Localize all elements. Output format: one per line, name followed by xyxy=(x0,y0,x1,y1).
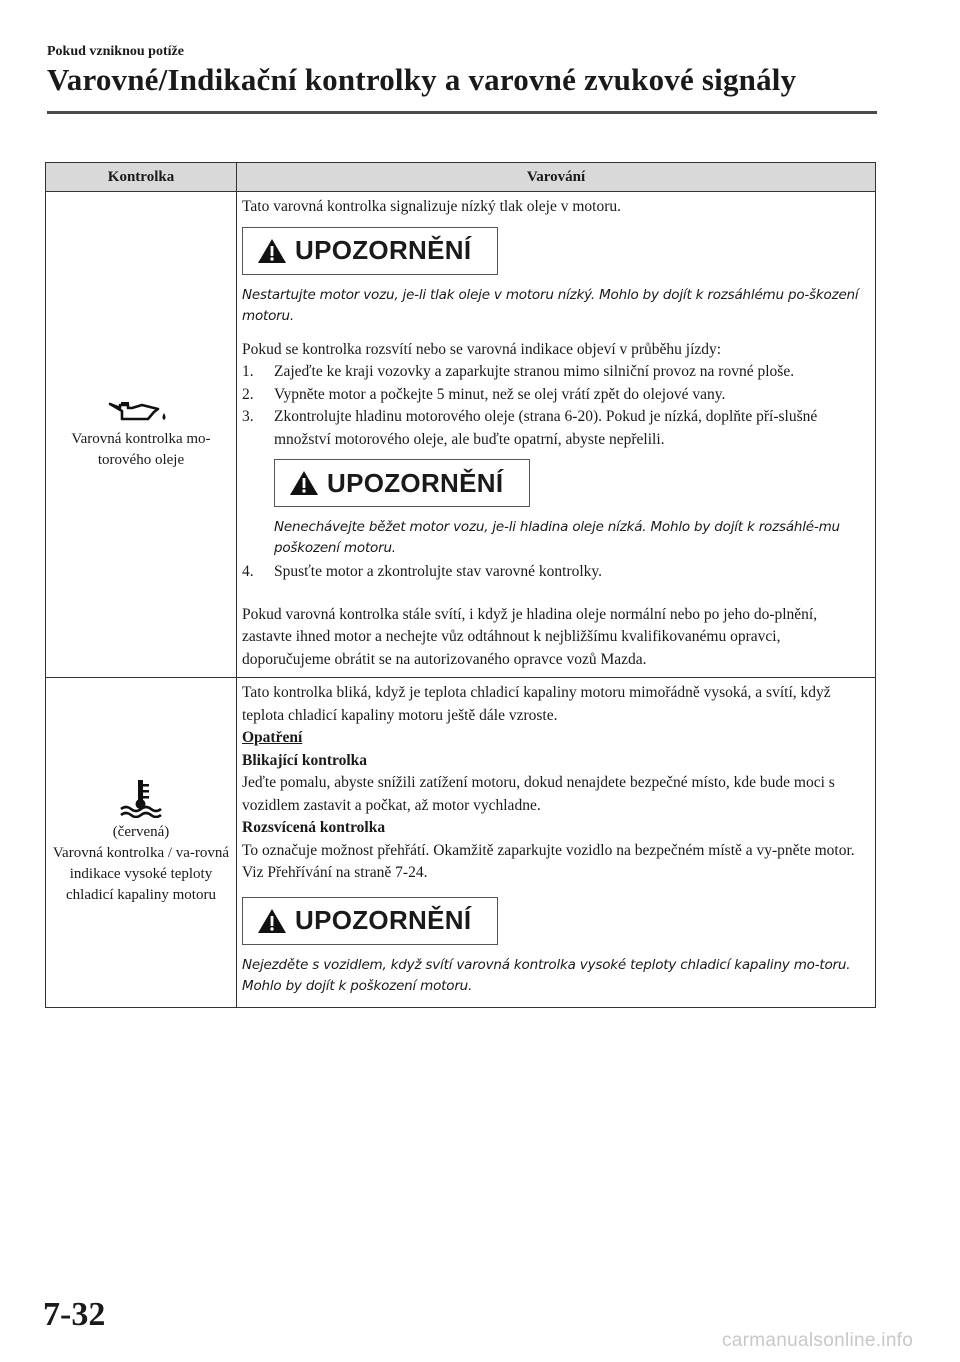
page-title: Varovné/Indikační kontrolky a varovné zvukové signály xyxy=(47,62,797,97)
warning-intro: Tato varovná kontrolka signalizuje nízký tlak oleje v motoru. xyxy=(242,198,621,215)
table-header-row xyxy=(46,163,876,192)
caution-label: UPOZORNĚNÍ xyxy=(327,467,504,498)
page-number: 7-32 xyxy=(43,1296,106,1333)
caution-box xyxy=(242,227,498,275)
caution-text: Nestartujte motor vozu, je-li tlak oleje v motoru nízký. Mohlo by dojít k rozsáhlému po-škození motoru. xyxy=(242,286,859,324)
caution-text: Nejezděte s vozidlem, když svítí varovná kontrolka vysoké teploty chladicí kapaliny mo-toru. Mohlo by dojít k poškození motoru. xyxy=(242,956,851,994)
steps-list xyxy=(242,361,869,451)
warning-triangle-icon xyxy=(257,908,287,934)
caution-box xyxy=(274,459,530,507)
measures-heading: Opatření xyxy=(242,729,303,746)
column-header-warning: Varování xyxy=(237,163,876,192)
list-item: 1. Zajeďte ke kraji vozovky a zaparkujte stranou mimo silniční provoz na rovné ploše. xyxy=(242,363,795,380)
blink-text: Jeďte pomalu, abyste snížili zatížení motoru, dokud nenajdete bezpečné místo, kde bude moci s vozidlem zastavit a počkat, až motor vychladne. xyxy=(242,774,835,814)
indicator-color: (červená) xyxy=(112,824,170,841)
indicator-cell xyxy=(46,192,237,678)
steps-list-continued xyxy=(242,561,869,584)
list-item: 3. Zkontrolujte hladinu motorového oleje (strana 6-20). Pokud je nízká, doplňte pří-slušné množství motorového oleje, ale buďte opatrní, abyste nepřelili. xyxy=(242,408,818,448)
blink-heading: Blikající kontrolka xyxy=(242,751,368,769)
indicator-label: Varovná kontrolka mo-torového oleje xyxy=(71,430,211,468)
warning-cell xyxy=(237,678,876,1008)
caution-label: UPOZORNĚNÍ xyxy=(295,235,472,266)
table-row xyxy=(46,192,876,678)
title-rule xyxy=(47,111,877,114)
caution-label: UPOZORNĚNÍ xyxy=(295,905,472,936)
warning-table xyxy=(45,162,876,1008)
watermark: carmanualsonline.info xyxy=(722,1330,914,1351)
indicator-label: Varovná kontrolka / va-rovná indikace vysoké teploty chladicí kapaliny motoru xyxy=(52,845,230,904)
lit-text: To označuje možnost přehřátí. Okamžitě zaparkujte vozidlo na bezpečném místě a vy-pněte motor. xyxy=(242,841,855,859)
caution-text: Nenechávejte běžet motor vozu, je-li hladina oleje nízká. Mohlo by dojít k rozsáhlé-mu poškození motoru. xyxy=(274,519,840,556)
lit-heading: Rozsvícená kontrolka xyxy=(242,819,386,836)
warning-triangle-icon xyxy=(257,238,287,264)
page-reference: Viz Přehřívání na straně 7-24. xyxy=(242,864,428,881)
table-row xyxy=(46,678,876,1008)
warning-closing: Pokud varovná kontrolka stále svítí, i když je hladina oleje normální nebo po jeho do-plnění, zastavte ihned motor a nechejte vůz odtáhnout k nejbližšímu kvalifikovanému opravci, doporučujeme obrátit se na autorizovaného opravce vozů Mazda. xyxy=(242,605,818,668)
list-item: 2. Vypněte motor a počkejte 5 minut, než se olej vrátí zpět do olejové vany. xyxy=(242,385,726,403)
indented-caution xyxy=(274,459,869,559)
warning-lead: Pokud se kontrolka rozsvítí nebo se varovná indikace objeví v průběhu jízdy: xyxy=(242,340,722,358)
oil-can-icon xyxy=(108,399,174,425)
coolant-temperature-icon xyxy=(119,778,163,818)
column-header-indicator: Kontrolka xyxy=(46,163,237,192)
section-header: Pokud vzniknou potíže xyxy=(47,44,184,59)
indicator-cell xyxy=(46,678,237,1008)
warning-triangle-icon xyxy=(289,470,319,496)
warning-intro: Tato kontrolka bliká, když je teplota chladicí kapaliny motoru mimořádně vysoká, a svítí, když teplota chladicí kapaliny motoru ještě dále vzroste. xyxy=(242,684,831,724)
caution-box xyxy=(242,897,498,945)
warning-cell xyxy=(237,192,876,678)
list-item: 4. Spusťte motor a zkontrolujte stav varovné kontrolky. xyxy=(242,563,603,580)
